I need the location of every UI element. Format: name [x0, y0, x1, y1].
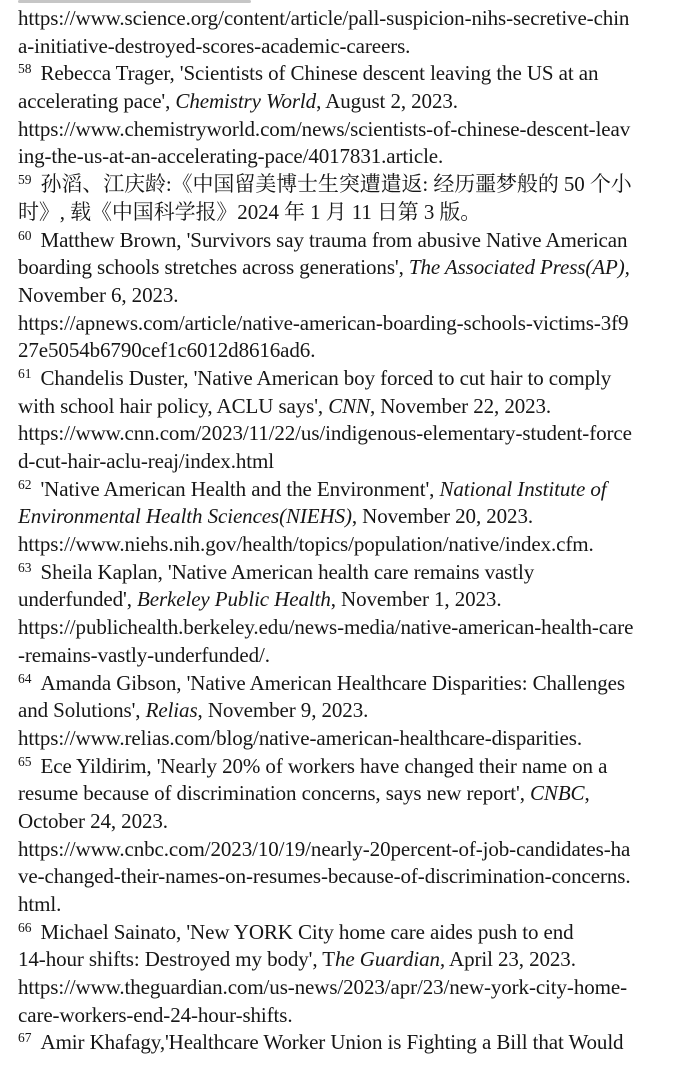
footnote-line [18, 143, 688, 171]
footnote-line [18, 919, 688, 947]
footnote-line [18, 780, 688, 808]
footnote-line [18, 199, 688, 227]
footnote-line [18, 476, 688, 504]
footnote-text: https://www.niehs.nih.gov/health/topics/population/native/index.cfm. [18, 532, 594, 557]
footnote-line [18, 753, 688, 781]
footnote-line [18, 863, 688, 891]
citation-source-italic: Berkeley Public Health [137, 587, 331, 612]
footnote-line [18, 60, 688, 88]
footnote-line [18, 448, 688, 476]
footnote-text: 'Native American Health and the Environment', [40, 476, 440, 501]
footnote-line [18, 1029, 688, 1057]
footnote-text: a-initiative-destroyed-scores-academic-careers. [18, 33, 411, 58]
footnote-text: and Solutions', [18, 698, 146, 723]
footnote-text: 孙滔、江庆龄:《中国留美博士生突遭遣返: 经历噩梦般的 50 个小 [40, 172, 632, 197]
footnote-line [18, 116, 688, 144]
footnote-text: ing-the-us-at-an-accelerating-pace/4017831.article. [18, 144, 444, 169]
footnote-text: ve-changed-their-names-on-resumes-because-of-discrimination-concerns. [18, 864, 631, 889]
footnote-text: resume because of discrimination concerns, says new report', [18, 781, 531, 806]
footnote-line [18, 697, 688, 725]
footnote-text: October 24, 2023. [18, 808, 168, 833]
footnote-text: Sheila Kaplan, 'Native American health care remains vastly [40, 559, 535, 584]
footnote-text: , November 20, 2023. [351, 504, 533, 529]
footnote-line [18, 946, 688, 974]
footnote-line [18, 586, 688, 614]
footnote-text: -remains-vastly-underfunded/. [18, 642, 270, 667]
citation-source-italic: The Associated Press(AP), [408, 255, 630, 280]
footnote-text: boarding schools stretches across generations', [18, 255, 409, 280]
footnote-text: https://apnews.com/article/native-american-boarding-schools-victims-3f9 [18, 310, 629, 335]
footnote-line [18, 808, 688, 836]
footnote-line [18, 642, 688, 670]
footnote-line [18, 337, 688, 365]
footnote-line [18, 891, 688, 919]
footnote-text: https://www.cnbc.com/2023/10/19/nearly-20percent-of-job-candidates-ha [18, 836, 631, 861]
footnote-line [18, 393, 688, 421]
footnote-number: 58 [18, 61, 32, 77]
footnote-line [18, 171, 688, 199]
footnote-text: 27e5054b6790cef1c6012d8616ad6. [18, 338, 316, 363]
footnote-text: November 6, 2023. [18, 282, 179, 307]
citation-source-italic: Relias [145, 698, 198, 723]
footnote-text: accelerating pace', [18, 89, 176, 114]
footnote-text: Rebecca Trager, 'Scientists of Chinese descent leaving the US at an [40, 61, 599, 86]
footnote-number: 66 [18, 919, 32, 935]
footnote-text: Ece Yildirim, 'Nearly 20% of workers have changed their name on a [40, 753, 608, 778]
footnote-text: https://www.chemistryworld.com/news/scientists-of-chinese-descent-leav [18, 116, 631, 141]
citation-source-italic: National Institute of [439, 476, 607, 501]
footnote-text: with school hair policy, ACLU says', [18, 393, 329, 418]
citation-source-italic: CNN [328, 393, 370, 418]
cropped-text-remnant [18, 0, 251, 3]
citation-source-italic: CNBC [530, 781, 585, 806]
footnote-text: Chandelis Duster, 'Native American boy forced to cut hair to comply [40, 365, 612, 390]
footnote-line [18, 531, 688, 559]
footnote-number: 59 [18, 172, 32, 188]
footnote-line [18, 310, 688, 338]
footnote-number: 65 [18, 753, 32, 769]
footnote-line [18, 5, 688, 33]
footnote-text: https://www.theguardian.com/us-news/2023/apr/23/new-york-city-home- [18, 975, 627, 1000]
citation-source-italic: Environmental Health Sciences(NIEHS) [18, 504, 352, 529]
footnote-line [18, 1002, 688, 1030]
footnote-number: 62 [18, 476, 32, 492]
footnote-text: , November 1, 2023. [330, 587, 502, 612]
footnote-text: Amir Khafagy,'Healthcare Worker Union is Fighting a Bill that Would [40, 1030, 624, 1055]
footnote-text: d-cut-hair-aclu-reaj/index.html [18, 449, 274, 473]
footnote-text: , [584, 781, 590, 806]
footnote-number: 61 [18, 365, 32, 381]
footnote-number: 60 [18, 227, 32, 243]
footnote-number: 63 [18, 559, 32, 575]
footnote-line [18, 614, 688, 642]
footnote-text: https://www.science.org/content/article/pall-suspicion-nihs-secretive-chin [18, 6, 630, 30]
footnote-text: https://www.cnn.com/2023/11/22/us/indigenous-elementary-student-force [18, 421, 632, 446]
footnote-text: care-workers-end-24-hour-shifts. [18, 1002, 293, 1027]
footnote-line [18, 365, 688, 393]
footnote-text: Michael Sainato, 'New YORK City home care aides push to end [40, 919, 574, 944]
footnote-text: , August 2, 2023. [316, 89, 458, 114]
footnote-text: , November 22, 2023. [369, 393, 552, 418]
footnote-number: 64 [18, 670, 32, 686]
footnote-text: https://www.relias.com/blog/native-american-healthcare-disparities. [18, 725, 582, 750]
footnote-line [18, 33, 688, 61]
footnote-line [18, 227, 688, 255]
footnote-line [18, 974, 688, 1002]
footnote-line [18, 282, 688, 310]
footnote-line [18, 88, 688, 116]
footnote-line [18, 836, 688, 864]
footnote-line [18, 725, 688, 753]
citation-source-italic: he Guardian, [335, 947, 446, 972]
footnote-line [18, 559, 688, 587]
footnote-text: https://publichealth.berkeley.edu/news-media/native-american-health-care [18, 615, 634, 640]
footnote-text: 时》, 载《中国科学报》2024 年 1 月 11 日第 3 版。 [18, 199, 482, 224]
footnote-page [18, 5, 688, 1057]
footnote-line [18, 670, 688, 698]
footnote-text: 14-hour shifts: Destroyed my body', T [18, 947, 336, 972]
footnote-text: April 23, 2023. [445, 947, 576, 972]
footnote-text: underfunded', [18, 587, 138, 612]
footnote-text: html. [18, 892, 62, 916]
citation-source-italic: Chemistry World [175, 89, 317, 114]
footnote-line [18, 503, 688, 531]
footnote-number: 67 [18, 1030, 32, 1046]
footnote-line [18, 420, 688, 448]
footnote-text: Matthew Brown, 'Survivors say trauma from abusive Native American [40, 227, 628, 252]
footnote-text: , November 9, 2023. [197, 698, 369, 723]
footnote-line [18, 254, 688, 282]
footnote-text: Amanda Gibson, 'Native American Healthcare Disparities: Challenges [40, 670, 625, 695]
